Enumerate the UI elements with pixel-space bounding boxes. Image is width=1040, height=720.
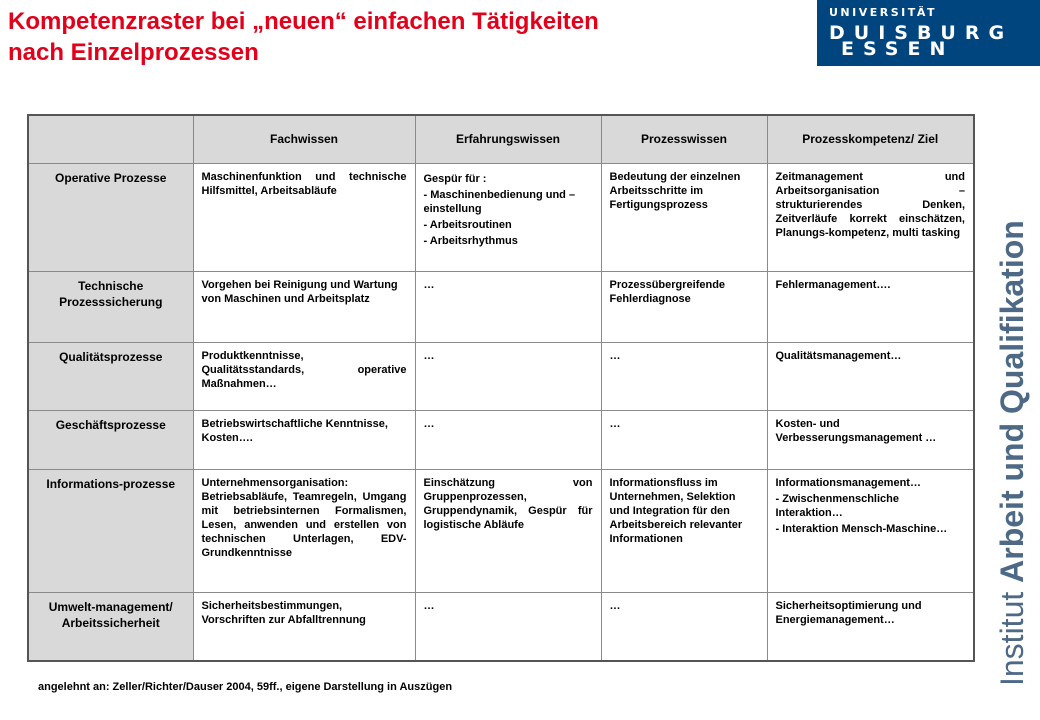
row-header-information: Informations-prozesse [28, 469, 193, 592]
cell-fachwissen: Maschinenfunktion und technische Hilfsmittel, Arbeitsabläufe [193, 163, 415, 272]
title-line-1: Kompetenzraster bei „neuen“ einfachen Tätigkeiten [8, 8, 599, 35]
row-header-umwelt: Umwelt-management/ Arbeitssicherheit [28, 592, 193, 661]
cell-fachwissen: Sicherheitsbestimmungen, Vorschriften zur Abfalltrennung [193, 592, 415, 661]
cell-prozesskompetenz [767, 469, 974, 592]
institute-label-bold: Arbeit und Qualifikation [994, 220, 1030, 583]
university-logo [817, 0, 1040, 66]
cell-prozesskompetenz: Zeitmanagement und Arbeitsorganisation – strukturierendes Denken, Zeitverläufe korrekt einschätzen, Planungs-kompetenz, multi tasking [767, 163, 974, 272]
list-item: - Interaktion Mensch-Maschine… [775, 522, 948, 535]
row-header-technische: Technische Prozesssicherung [28, 272, 193, 343]
column-header-erfahrungswissen: Erfahrungswissen [415, 115, 601, 163]
cell-fachwissen: Vorgehen bei Reinigung und Wartung von Maschinen und Arbeitsplatz [193, 272, 415, 343]
cell-erfahrungswissen: … [415, 342, 601, 411]
list-item: Gespür für : [423, 172, 487, 185]
table-row [28, 592, 974, 661]
logo-duisburg-text: DUISBURG [829, 22, 1014, 44]
source-footnote: angelehnt an: Zeller/Richter/Dauser 2004, 59ff., eigene Darstellung in Auszügen [38, 681, 453, 693]
cell-prozesswissen: Prozessübergreifende Fehlerdiagnose [601, 272, 767, 343]
table-header-row [28, 115, 974, 163]
cell-prozesswissen: … [601, 592, 767, 661]
column-header-prozesswissen: Prozesswissen [601, 115, 767, 163]
list-item: - Zwischenmenschliche Interaktion… [775, 492, 899, 519]
cell-prozesskompetenz: Fehlermanagement…. [767, 272, 974, 343]
cell-prozesskompetenz: Sicherheitsoptimierung und Energiemanagement… [767, 592, 974, 661]
institute-side-label [994, 126, 1030, 686]
cell-erfahrungswissen [415, 163, 601, 272]
row-header-geschaeft: Geschäftsprozesse [28, 411, 193, 469]
cell-prozesswissen: Bedeutung der einzelnen Arbeitsschritte im Fertigungsprozess [601, 163, 767, 272]
row-header-qualitaet: Qualitätsprozesse [28, 342, 193, 411]
table-row [28, 469, 974, 592]
cell-prozesskompetenz: Kosten- und Verbesserungsmanagement … [767, 411, 974, 469]
table-row [28, 342, 974, 411]
logo-essen-text: ESSEN [841, 38, 955, 60]
competence-grid-table [27, 114, 975, 662]
logo-university-text: UNIVERSITÄT [829, 6, 938, 19]
list-item: Informationsmanagement… [775, 476, 921, 489]
cell-erfahrungswissen: Einschätzung von Gruppenprozessen, Gruppendynamik, Gespür für logistische Abläufe [415, 469, 601, 592]
cell-erfahrungswissen: … [415, 592, 601, 661]
row-header-operative: Operative Prozesse [28, 163, 193, 272]
cell-erfahrungswissen: … [415, 272, 601, 343]
list-item: - Arbeitsroutinen [423, 218, 512, 231]
title-line-2: nach Einzelprozessen [8, 39, 259, 66]
cell-fachwissen: Unternehmensorganisation: Betriebsabläufe, Teamregeln, Umgang mit betriebsinternen Formalismen, Lesen, anwenden und erstellen von technischen Unterlagen, EDV-Grundkenntnisse [193, 469, 415, 592]
table-row [28, 272, 974, 343]
page-title [8, 6, 808, 68]
cell-erfahrungswissen: … [415, 411, 601, 469]
table-row [28, 411, 974, 469]
cell-fachwissen: Betriebswirtschaftliche Kenntnisse, Kosten…. [193, 411, 415, 469]
cell-fachwissen: Produktkenntnisse, Qualitätsstandards, operative Maßnahmen… [193, 342, 415, 411]
institute-label-light: Institut [994, 591, 1030, 686]
cell-prozesswissen: … [601, 411, 767, 469]
table-row [28, 163, 974, 272]
corner-cell [28, 115, 193, 163]
list-item: - Arbeitsrhythmus [423, 234, 518, 247]
list-item: - Maschinenbedienung und –einstellung [423, 188, 576, 215]
cell-prozesswissen: Informationsfluss im Unternehmen, Selektion und Integration für den Arbeitsbereich relevanter Informationen [601, 469, 767, 592]
column-header-fachwissen: Fachwissen [193, 115, 415, 163]
cell-prozesswissen: … [601, 342, 767, 411]
column-header-prozesskompetenz: Prozesskompetenz/ Ziel [767, 115, 974, 163]
cell-prozesskompetenz: Qualitätsmanagement… [767, 342, 974, 411]
